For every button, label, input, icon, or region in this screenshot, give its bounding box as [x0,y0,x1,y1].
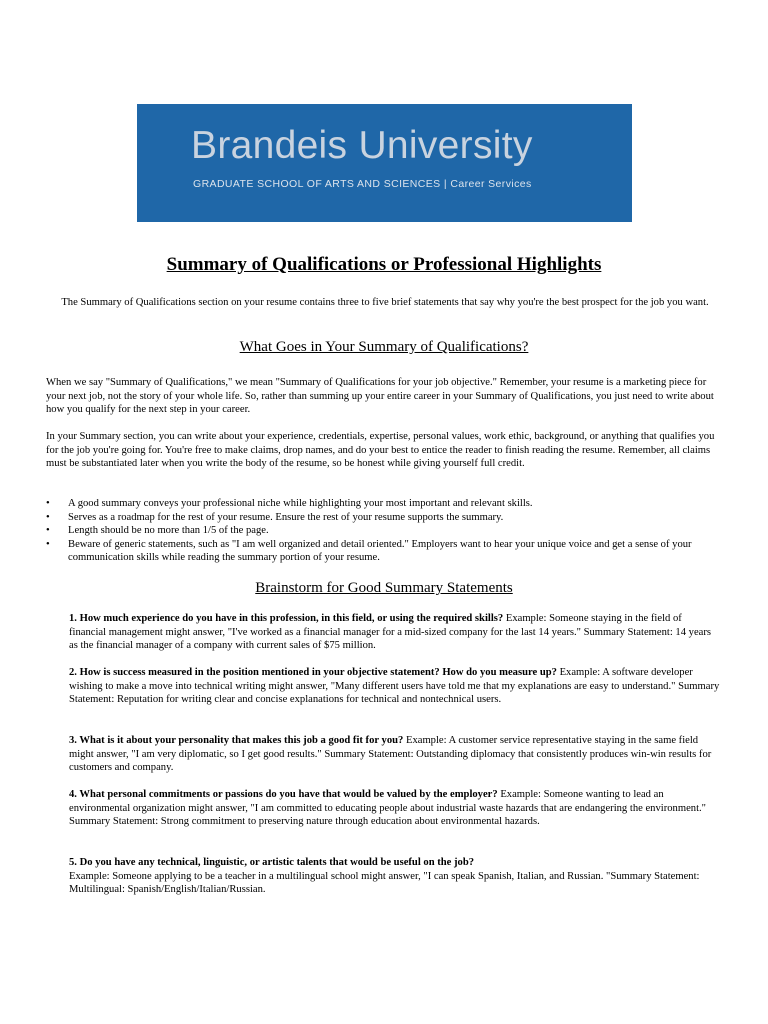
question-item-5 [69,856,721,897]
question-item-1 [69,612,721,653]
bullet-text: Beware of generic statements, such as "I am well organized and detail oriented." Employers want to hear your unique voice and get a sense of your communication skills while reading the summary portion of your resume. [68,538,692,564]
bullet-text: Serves as a roadmap for the rest of your resume. Ensure the rest of your resume supports the summary. [68,511,504,523]
bullet-icon: • [46,511,50,523]
answer-text: Example: A software developer wishing to make a move into technical writing might answer, "Many different users have told me that my explanations are easy to understand." Summary Statement: Reputation for writing clear and concise explanations for technical and nontechnical users. [69,667,720,706]
question-text: 3. What is it about your personality that makes this job a good fit for you? [69,735,404,746]
bullet-text: A good summary conveys your professional niche while highlighting your most important and relevant skills. [68,498,533,509]
list-item [46,538,728,565]
bullet-icon: • [46,498,50,509]
section1-paragraph-1: When we say "Summary of Qualifications," we mean "Summary of Qualifications for your job objective." Remember, your resume is a marketing piece for your next job, not the story of your whole life. So, rather than summing up your entire career in your Summary of Qualifications, you just need to write about how you qualify for the next step in your career. [46,377,714,416]
banner-title: Brandeis University [191,124,533,167]
bullet-list [46,497,728,565]
page-title: Summary of Qualifications or Professional Highlights [166,254,602,275]
section-heading-what-goes: What Goes in Your Summary of Qualifications? [239,339,529,355]
bullet-icon: • [46,525,50,537]
section1-paragraph-2: In your Summary section, you can write about your experience, credentials, expertise, personal values, work ethic, background, or anything that qualifies you for the job you're going for. You're free to make claims, drop names, and do your best to entice the reader to finish reading the resume. Remember, all claims must be substantiated later when you write the body of the resume, so be honest while giving yourself full credit. [46,431,715,470]
question-text: 1. How much experience do you have in this profession, in this field, or using the required skills? [69,613,504,624]
bullet-icon: • [46,538,50,550]
answer-text: Example: Someone staying in the field of financial management might answer, "I've worked as a financial manager for a mid-sized company for the last 14 years." Summary Statement: 14 years as the financial manager of a company with current sales of $75 million. [69,613,712,652]
question-text: 2. How is success measured in the position mentioned in your objective statement? How do you measure up? [69,667,557,678]
intro-paragraph: The Summary of Qualifications section on your resume contains three to five brief statements that say why you're the best prospect for the job you want. [61,297,709,308]
answer-text: Example: Someone wanting to lead an environmental organization might answer, "I am committed to educating people about industrial waste hazards that are endangering the environment." Summary Statement: Strong commitment to preserving nature through education about environmental hazards. [69,789,706,828]
question-item-4 [69,788,721,829]
banner-subtitle: GRADUATE SCHOOL OF ARTS AND SCIENCES | Career Services [193,178,532,190]
brandeis-banner-logo [137,104,632,222]
bullet-text: Length should be no more than 1/5 of the page. [68,525,269,537]
section-heading-brainstorm: Brainstorm for Good Summary Statements [255,580,513,596]
question-item-3 [69,734,721,775]
list-item [46,524,728,538]
answer-text: Example: Someone applying to be a teacher in a multilingual school might answer, "I can speak Spanish, Italian, and Russian. "Summary Statement: Multilingual: Spanish/English/Italian/Russian. [69,870,700,896]
question-text: 4. What personal commitments or passions do you have that would be valued by the employer? [69,789,498,800]
list-item [46,497,728,511]
question-item-2 [69,666,721,707]
question-text: 5. Do you have any technical, linguistic, or artistic talents that would be useful on the job? [69,857,475,868]
list-item [46,511,728,525]
answer-text: Example: A customer service representative staying in the same field might answer, "I am very diplomatic, so I get good results." Summary Statement: Outstanding diplomacy that consistently produces win-win results for customers and company. [69,735,712,774]
